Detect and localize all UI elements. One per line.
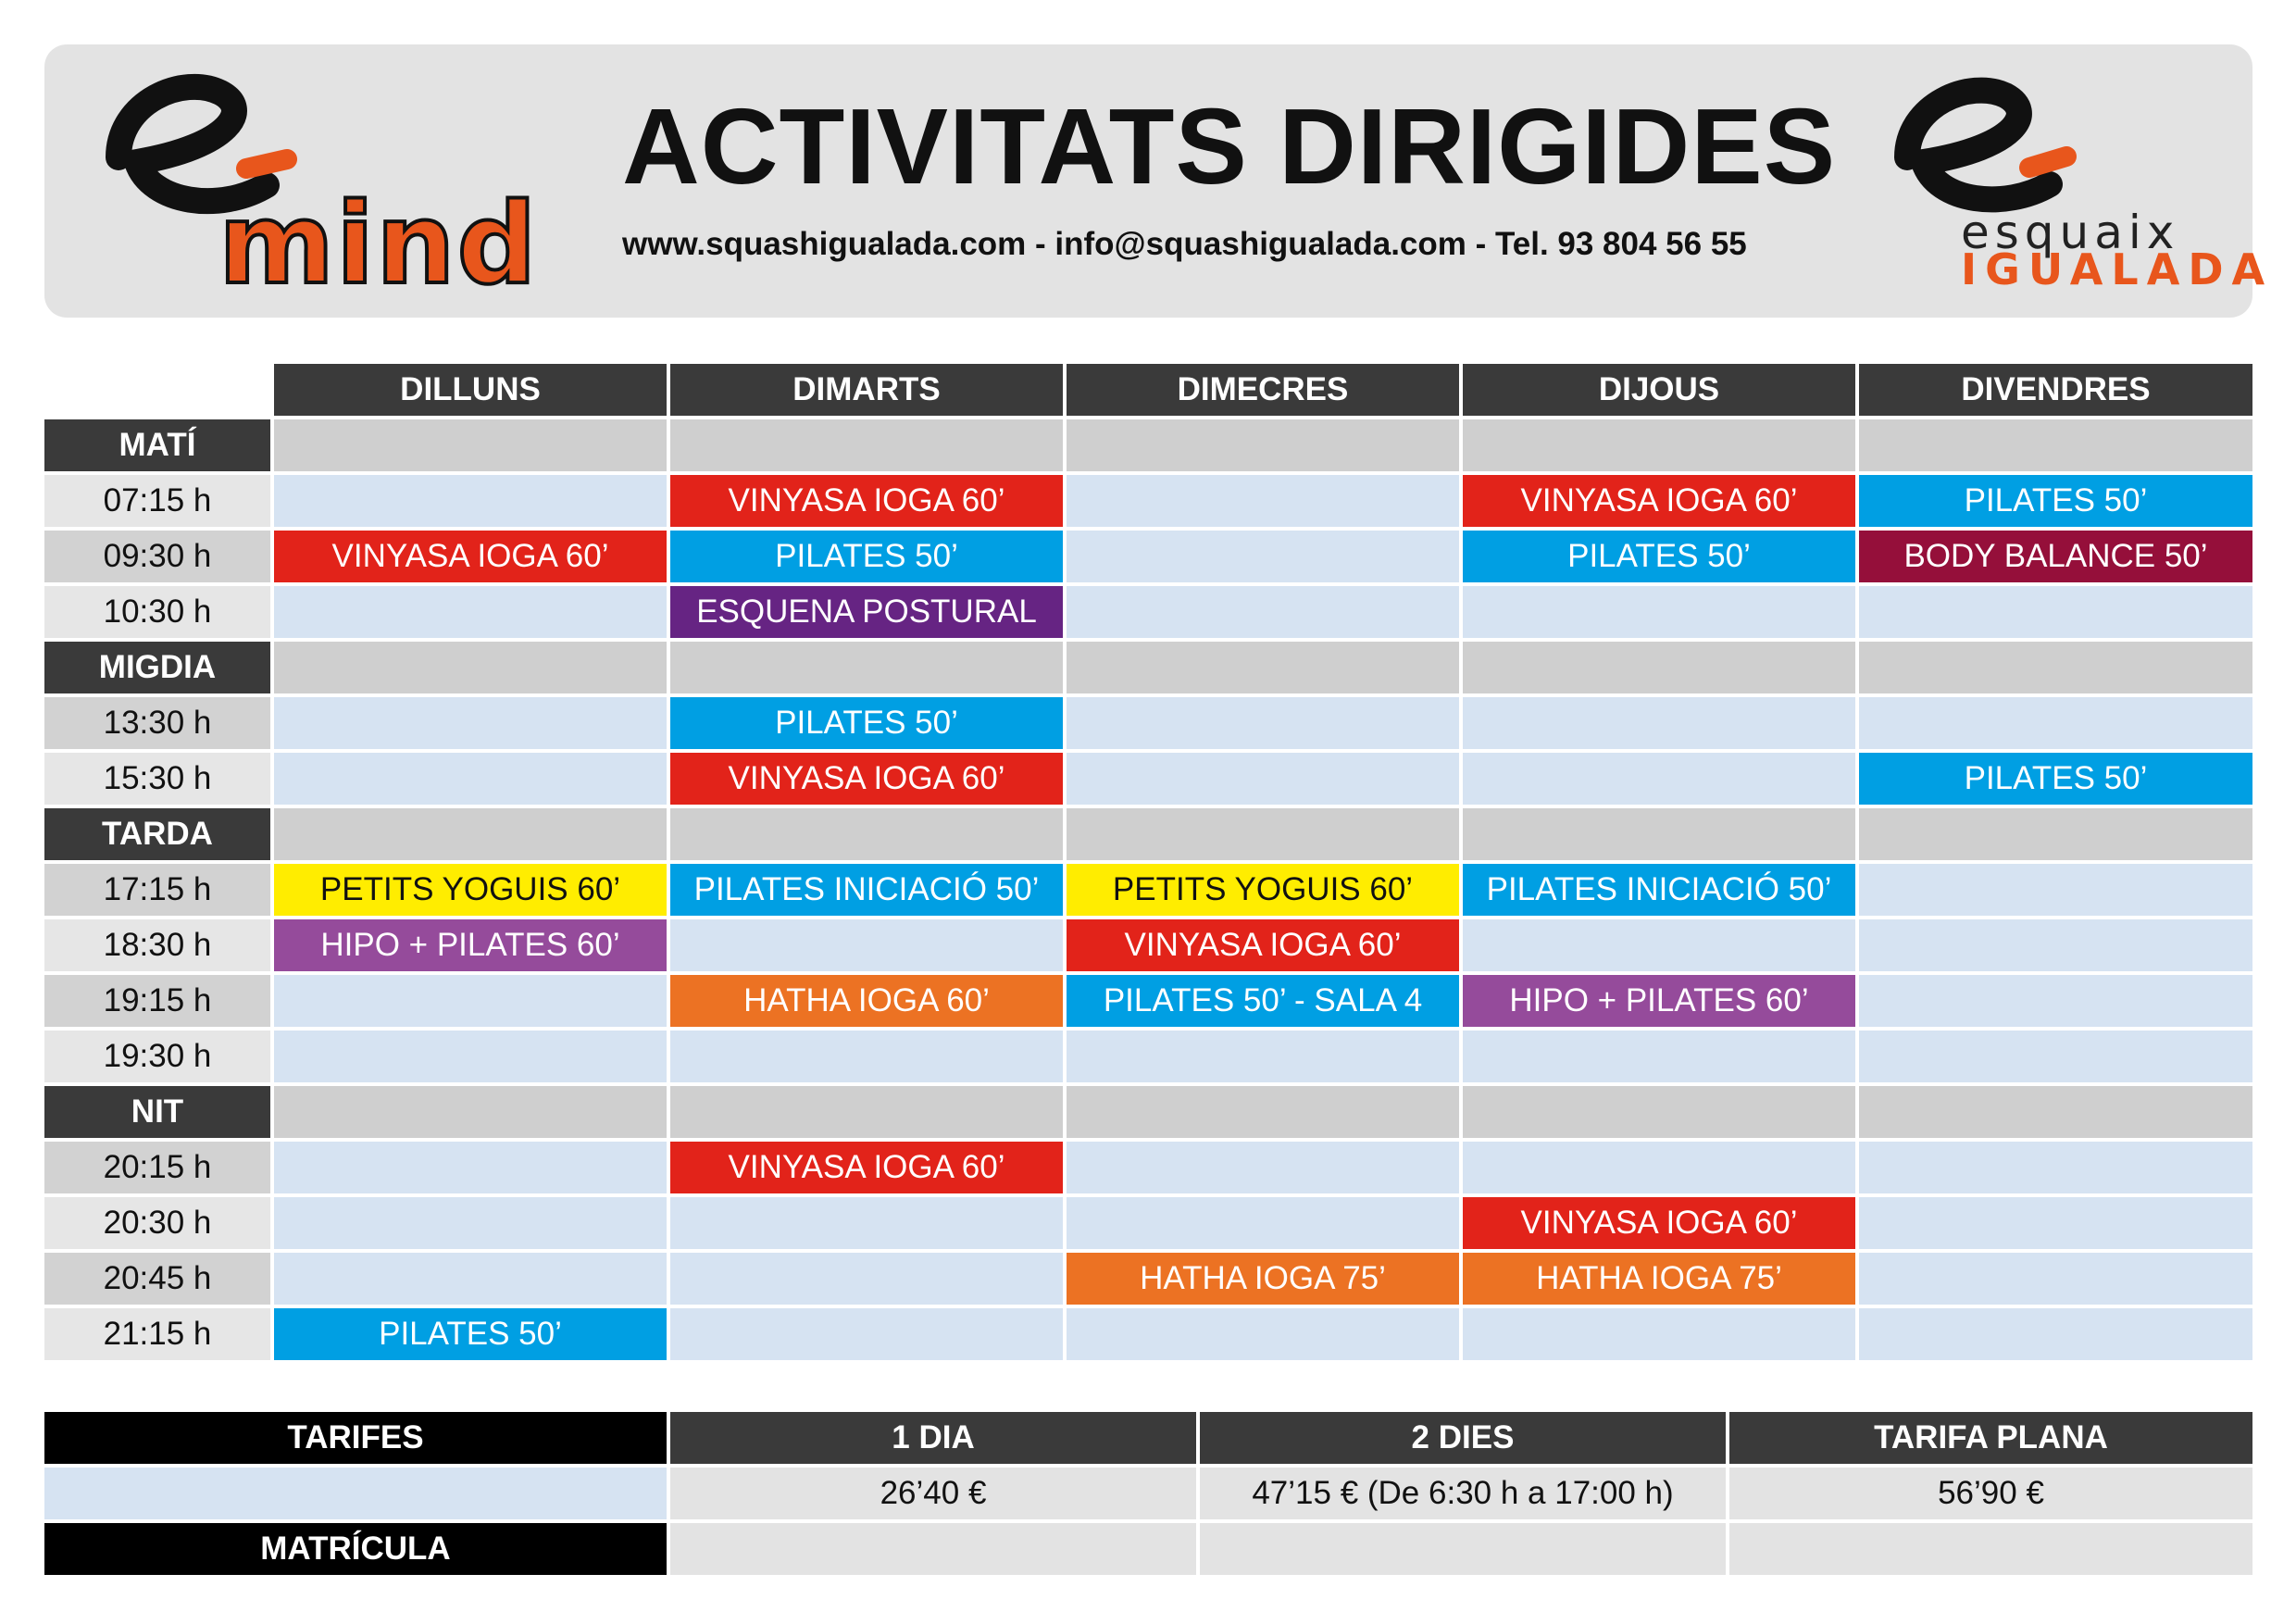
empty-cell-dilluns — [274, 975, 667, 1027]
time-label: 17:15 h — [44, 864, 270, 916]
section-cell — [1859, 808, 2252, 860]
empty-cell-dimarts — [670, 1253, 1063, 1305]
schedule-row — [44, 1142, 2252, 1193]
empty-cell-dimecres — [1067, 753, 1459, 805]
empty-cell-dilluns — [274, 1031, 667, 1082]
tariff-label-tarifes: TARIFES — [44, 1412, 667, 1464]
day-header-dijous: DIJOUS — [1463, 364, 1855, 416]
schedule-row — [44, 864, 2252, 916]
empty-cell-divendres — [1859, 1308, 2252, 1360]
activity-cell-dilluns: HIPO + PILATES 60’ — [274, 919, 667, 971]
activity-cell-dimarts: PILATES 50’ — [670, 531, 1063, 582]
section-label: NIT — [44, 1086, 270, 1138]
tariff-matricula-2-dies — [1200, 1523, 1726, 1575]
tariff-header-tarifa-plana: TARIFA PLANA — [1729, 1412, 2252, 1464]
schedule-row — [44, 975, 2252, 1027]
schedule-row — [44, 531, 2252, 582]
activity-cell-dimecres: PETITS YOGUIS 60’ — [1067, 864, 1459, 916]
section-cell — [1463, 808, 1855, 860]
empty-cell-dijous — [1463, 1308, 1855, 1360]
activity-cell-dijous: PILATES 50’ — [1463, 531, 1855, 582]
schedule-table — [44, 364, 2252, 1364]
empty-cell-divendres — [1859, 697, 2252, 749]
emind-logo-text: mind — [218, 181, 539, 309]
empty-cell-dijous — [1463, 586, 1855, 638]
time-label: 19:30 h — [44, 1031, 270, 1082]
section-cell — [1859, 642, 2252, 693]
empty-cell-dilluns — [274, 1142, 667, 1193]
tariff-price-1-dia: 26’40 € — [670, 1468, 1196, 1519]
tariff-header-row — [44, 1412, 2252, 1464]
empty-cell-divendres — [1859, 919, 2252, 971]
activity-cell-divendres: BODY BALANCE 50’ — [1859, 531, 2252, 582]
activity-cell-dimarts: PILATES 50’ — [670, 697, 1063, 749]
section-row — [44, 419, 2252, 471]
empty-cell-divendres — [1859, 975, 2252, 1027]
schedule-row — [44, 753, 2252, 805]
activity-cell-dimarts: ESQUENA POSTURAL — [670, 586, 1063, 638]
time-label: 20:15 h — [44, 1142, 270, 1193]
activity-cell-dijous: VINYASA IOGA 60’ — [1463, 1197, 1855, 1249]
activity-cell-dimecres: PILATES 50’ - SALA 4 — [1067, 975, 1459, 1027]
empty-cell-dilluns — [274, 697, 667, 749]
empty-cell-dimecres — [1067, 531, 1459, 582]
day-header-divendres: DIVENDRES — [1859, 364, 2252, 416]
tariff-matricula-tarifa-plana — [1729, 1523, 2252, 1575]
activity-cell-dilluns: PETITS YOGUIS 60’ — [274, 864, 667, 916]
section-row — [44, 808, 2252, 860]
activity-cell-divendres: PILATES 50’ — [1859, 475, 2252, 527]
activity-cell-dilluns: VINYASA IOGA 60’ — [274, 531, 667, 582]
empty-cell-dilluns — [274, 586, 667, 638]
day-header-dimecres: DIMECRES — [1067, 364, 1459, 416]
time-label: 07:15 h — [44, 475, 270, 527]
empty-cell-dilluns — [274, 1197, 667, 1249]
section-row — [44, 1086, 2252, 1138]
time-label: 20:30 h — [44, 1197, 270, 1249]
empty-cell-dilluns — [274, 1253, 667, 1305]
time-label: 18:30 h — [44, 919, 270, 971]
empty-cell-divendres — [1859, 1031, 2252, 1082]
section-cell — [1463, 419, 1855, 471]
schedule-row — [44, 1253, 2252, 1305]
activity-cell-dimarts: HATHA IOGA 60’ — [670, 975, 1063, 1027]
activity-cell-dijous: HATHA IOGA 75’ — [1463, 1253, 1855, 1305]
section-cell — [670, 642, 1063, 693]
empty-cell-dijous — [1463, 1031, 1855, 1082]
schedule-row — [44, 1031, 2252, 1082]
section-cell — [1067, 1086, 1459, 1138]
activity-cell-dilluns: PILATES 50’ — [274, 1308, 667, 1360]
time-label: 19:15 h — [44, 975, 270, 1027]
tariff-price-blank — [44, 1468, 667, 1519]
schedule-row — [44, 475, 2252, 527]
empty-cell-dimecres — [1067, 586, 1459, 638]
schedule-row — [44, 697, 2252, 749]
tariff-price-row — [44, 1468, 2252, 1519]
day-header-dilluns: DILLUNS — [274, 364, 667, 416]
activity-cell-dijous: VINYASA IOGA 60’ — [1463, 475, 1855, 527]
empty-cell-dimarts — [670, 1031, 1063, 1082]
page-title: ACTIVITATS DIRIGIDES — [622, 86, 1837, 206]
tariff-matricula-1-dia — [670, 1523, 1196, 1575]
tariff-table — [44, 1412, 2252, 1579]
section-cell — [274, 1086, 667, 1138]
empty-cell-dimecres — [1067, 1308, 1459, 1360]
time-label: 15:30 h — [44, 753, 270, 805]
tariff-header-2-dies: 2 DIES — [1200, 1412, 1726, 1464]
schedule-row — [44, 1197, 2252, 1249]
section-cell — [1067, 808, 1459, 860]
activity-cell-dimecres: VINYASA IOGA 60’ — [1067, 919, 1459, 971]
empty-cell-dimecres — [1067, 1031, 1459, 1082]
schedule-row — [44, 586, 2252, 638]
section-cell — [1463, 1086, 1855, 1138]
time-label: 13:30 h — [44, 697, 270, 749]
time-label: 09:30 h — [44, 531, 270, 582]
empty-cell-divendres — [1859, 586, 2252, 638]
empty-cell-dimarts — [670, 919, 1063, 971]
empty-cell-dimecres — [1067, 1142, 1459, 1193]
section-cell — [1859, 1086, 2252, 1138]
section-label: MATÍ — [44, 419, 270, 471]
empty-cell-dijous — [1463, 753, 1855, 805]
empty-cell-divendres — [1859, 1197, 2252, 1249]
schedule-corner — [44, 364, 270, 416]
activity-cell-dimarts: VINYASA IOGA 60’ — [670, 1142, 1063, 1193]
section-cell — [670, 808, 1063, 860]
empty-cell-dijous — [1463, 697, 1855, 749]
empty-cell-divendres — [1859, 1142, 2252, 1193]
schedule-row — [44, 1308, 2252, 1360]
time-label: 21:15 h — [44, 1308, 270, 1360]
activity-cell-dimarts: VINYASA IOGA 60’ — [670, 753, 1063, 805]
section-cell — [670, 419, 1063, 471]
activity-cell-dimarts: VINYASA IOGA 60’ — [670, 475, 1063, 527]
esquaix-logo-subtext: IGUALADA — [1961, 244, 2274, 294]
tariff-matricula-row — [44, 1523, 2252, 1575]
section-cell — [1067, 419, 1459, 471]
tariff-price-2-dies: 47’15 € (De 6:30 h a 17:00 h) — [1200, 1468, 1726, 1519]
day-header-dimarts: DIMARTS — [670, 364, 1063, 416]
tariff-price-tarifa-plana: 56’90 € — [1729, 1468, 2252, 1519]
section-row — [44, 642, 2252, 693]
emind-logo — [81, 74, 539, 309]
time-label: 20:45 h — [44, 1253, 270, 1305]
empty-cell-dijous — [1463, 1142, 1855, 1193]
tariff-header-1-dia: 1 DIA — [670, 1412, 1196, 1464]
empty-cell-divendres — [1859, 864, 2252, 916]
section-cell — [274, 642, 667, 693]
section-cell — [1067, 642, 1459, 693]
empty-cell-dimecres — [1067, 1197, 1459, 1249]
section-cell — [670, 1086, 1063, 1138]
activity-cell-dijous: PILATES INICIACIÓ 50’ — [1463, 864, 1855, 916]
tariff-label-matricula: MATRÍCULA — [44, 1523, 667, 1575]
empty-cell-divendres — [1859, 1253, 2252, 1305]
empty-cell-dilluns — [274, 475, 667, 527]
section-label: TARDA — [44, 808, 270, 860]
empty-cell-dimarts — [670, 1197, 1063, 1249]
section-cell — [1463, 642, 1855, 693]
schedule-row — [44, 919, 2252, 971]
section-cell — [1859, 419, 2252, 471]
section-cell — [274, 808, 667, 860]
activity-cell-dijous: HIPO + PILATES 60’ — [1463, 975, 1855, 1027]
empty-cell-dimarts — [670, 1308, 1063, 1360]
empty-cell-dilluns — [274, 753, 667, 805]
empty-cell-dimecres — [1067, 475, 1459, 527]
schedule-header-row — [44, 364, 2252, 416]
empty-cell-dimecres — [1067, 697, 1459, 749]
contact-line: www.squashigualada.com - info@squashigualada.com - Tel. 93 804 56 55 — [622, 226, 1747, 262]
time-label: 10:30 h — [44, 586, 270, 638]
section-cell — [274, 419, 667, 471]
esquaix-logo-text: esquaix — [1961, 206, 2180, 259]
schedule-body — [44, 419, 2252, 1360]
activity-cell-divendres: PILATES 50’ — [1859, 753, 2252, 805]
activity-cell-dimecres: HATHA IOGA 75’ — [1067, 1253, 1459, 1305]
section-label: MIGDIA — [44, 642, 270, 693]
empty-cell-dijous — [1463, 919, 1855, 971]
activity-cell-dimarts: PILATES INICIACIÓ 50’ — [670, 864, 1063, 916]
